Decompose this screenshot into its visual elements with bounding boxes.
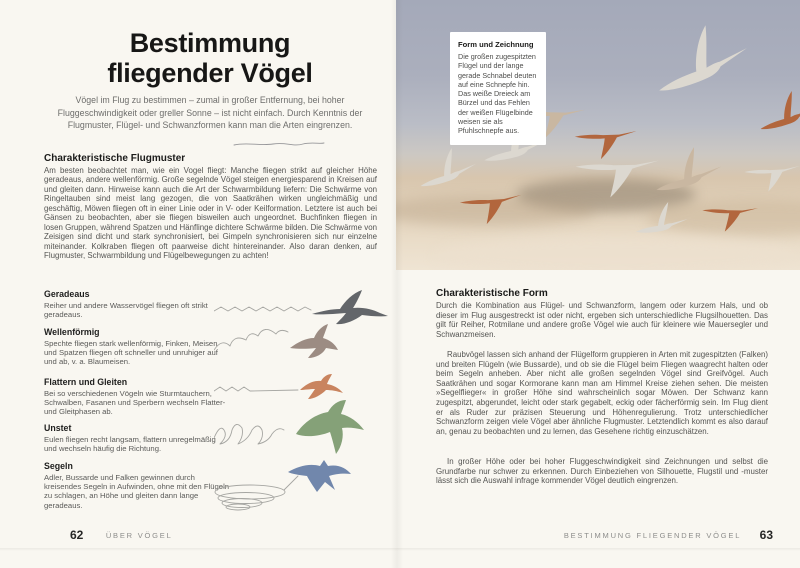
page-title bbox=[44, 28, 376, 88]
pattern-item-wellenfoermig bbox=[44, 327, 230, 367]
section-heading-flugmuster: Charakteristische Flugmuster bbox=[44, 153, 186, 164]
form-paragraph-1: Durch die Kombination aus Flügel- und Schwanzform, langem oder kurzem Hals, und ob dieser im Flug ausgestreckt ist oder nicht, ergeben sich unterschiedliche Flugsilhouetten. Das gilt für Reiher, Rotmilane und andere große Vögel wie auch für kleinere wie Mauersegler und Schwanzmeisen. bbox=[436, 301, 768, 339]
pattern-title: Unstet bbox=[44, 423, 72, 433]
flutter-glide-flightline-icon bbox=[214, 387, 298, 391]
pattern-title: Flattern und Gleiten bbox=[44, 377, 128, 387]
form-paragraph-2: Raubvögel lassen sich anhand der Flügelform gruppieren in Arten mit zugespitzten (Falken) und breiten Flügeln (wie Bussarde), und ob sie die Flügel beim Fliegen waagrecht halten oder beim Segeln anheben. Aber nicht alle großen segelnden Vögel sind Greifvögel. Auch Saatkrähen und sogar Kormorane kann man am Himmel Kreise ziehen sehen. Die meisten »Segelflieger« in großer Höhe sind wahrscheinlich sogar Möwen. Der Schwanz kann zugespitzt, abgerundet, leicht oder stark gegabelt, eckig oder fächerförmig sein. Im Flug dient er als Ruder zur präzisen Steuerung und Höhenregulierung. Trotz unterschiedlicher Schwanzform zeigen viele Vögel aber ähnliche Flugmuster. Letztendlich kommt es also darauf an, genau zu beobachten und zu lernen, das Gesehene richtig einzuschätzen. bbox=[436, 350, 768, 436]
page-number-right: 63 bbox=[759, 528, 773, 542]
pattern-item-geradeaus bbox=[44, 289, 230, 319]
pattern-item-segeln bbox=[44, 461, 230, 510]
caption-heading: Form und Zeichnung bbox=[458, 40, 534, 49]
title-line-1: Bestimmung bbox=[129, 28, 291, 58]
pattern-title: Geradeaus bbox=[44, 289, 90, 299]
pattern-text: Adler, Bussarde und Falken gewinnen durch kreisendes Segeln in Aufwinden, ohne mit den Flügeln zu schlagen, an Höhe und gleiten dann lange geradeaus. bbox=[44, 473, 230, 510]
pattern-item-unstet bbox=[44, 423, 230, 453]
pattern-title: Segeln bbox=[44, 461, 73, 471]
pattern-text: Spechte fliegen stark wellenförmig, Finken, Meisen und Spatzen fliegen oft schneller und unruhiger auf und ab, v. a. Blaumeisen. bbox=[44, 339, 218, 367]
pattern-item-flattern-gleiten bbox=[44, 377, 230, 417]
pattern-text: Bei so verschiedenen Vögeln wie Sturmtauchern, Schwalben, Fasanen und Sperbern wechseln Flatter- und Gleitphasen ab. bbox=[44, 389, 226, 417]
photo-caption-box bbox=[450, 32, 546, 145]
pattern-text: Eulen fliegen recht langsam, flattern unregelmäßig und wechseln häufig die Richtung. bbox=[44, 435, 216, 454]
section-heading-form: Charakteristische Form bbox=[436, 288, 548, 299]
chapter-label-right: BESTIMMUNG FLIEGENDER VÖGEL bbox=[563, 531, 742, 540]
spiral-flightline-icon bbox=[215, 476, 298, 510]
flight-pattern-illustrations bbox=[214, 286, 392, 538]
title-line-2: fliegender Vögel bbox=[107, 58, 313, 88]
page-bottom-edge bbox=[0, 548, 800, 551]
heron-silhouette-icon bbox=[312, 290, 388, 324]
footer-right bbox=[564, 526, 773, 544]
intro-paragraph: Vögel im Flug zu bestimmen – zumal in großer Entfernung, bei hoher Fluggeschwindigkeit oder greller Sonne – ist nicht einfach. Durch Kenntnis der Flugmuster, Flügel- und Schwanzformen kann man die Arten eingrenzen. bbox=[57, 95, 363, 131]
owl-silhouette-icon bbox=[296, 400, 364, 454]
footer-left bbox=[70, 526, 173, 544]
squiggle-divider bbox=[233, 139, 325, 149]
swallow-silhouette-icon bbox=[300, 374, 343, 399]
pattern-title: Wellenförmig bbox=[44, 327, 100, 337]
caption-text: Die großen zugespitzten Flügel und der lange gerade Schnabel deuten auf eine Schnepfe hin. Das weiße Dreieck am Bürzel und das Fehlen der weißen Flügelbinde weisen sie als Pfuhlschnepfe aus. bbox=[458, 52, 537, 136]
godwit-flock-photo bbox=[396, 0, 800, 270]
straight-flightline-icon bbox=[214, 307, 311, 311]
pattern-text: Reiher und andere Wasservögel fliegen oft strikt geradeaus. bbox=[44, 301, 208, 320]
woodpecker-silhouette-icon bbox=[290, 324, 338, 358]
wavy-flightline-icon bbox=[214, 329, 288, 350]
chapter-label-left: ÜBER VÖGEL bbox=[105, 531, 173, 540]
erratic-flightline-icon bbox=[214, 424, 284, 444]
flugmuster-paragraph: Am besten beobachtet man, wie ein Vogel fliegt: Manche fliegen strikt auf gleicher Höhe geradeaus, andere wellenförmig. Große segelnde Vögel steigen energiesparend in Kreisen auf und gleiten dann. Hinweise kann auch die Art der Schwarmbildung liefern: Die Schwärme von Ringeltauben sind meist lang gezogen, die von Saatkrähen wirken ungleichmäßig und geschäftig, Möwen fliegen oft in einer Linie oder in V- oder Keilformation. Letztere ist auch bei Gänsen zu beobachten, aber sie fliegen bisweilen auch ungeordnet. Buchfinken fliegen in losen Gruppen, während Spatzen und Hänflinge dichtere Schwärme bilden. Die Schwärme von Zeisigen sind dicht und stark synchronisiert, bei Gimpeln synchronisieren sich nur einzelne miteinander. Kolkraben fliegen oft paarweise dicht hintereinander. Also daran denken, auf Flugmuster, Schwarmbildung und Flügelbewegungen zu achten! bbox=[44, 166, 377, 261]
form-paragraph-3: In großer Höhe oder bei hoher Fluggeschwindigkeit sind Zeichnungen und selbst die Grundfarbe nur schwer zu erkennen. Durch Einbeziehen von Silhouette, Flugstil und -muster lässt sich die Auswahl infrage kommender Vögel deutlich eingrenzen. bbox=[436, 457, 768, 486]
page-number-left: 62 bbox=[70, 528, 84, 542]
